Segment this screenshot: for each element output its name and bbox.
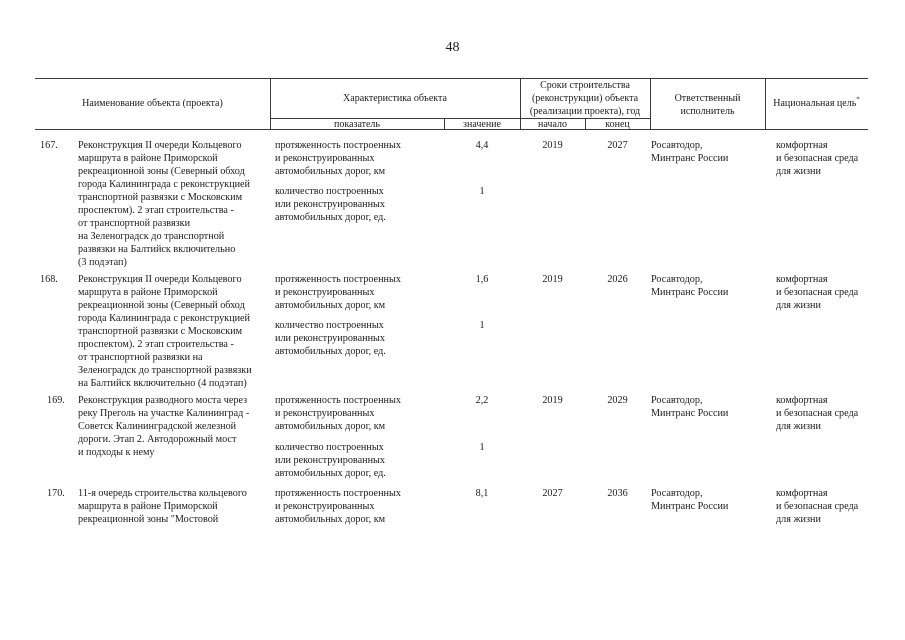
national-goal: комфортная и безопасная среда для жизни	[776, 140, 859, 177]
indicator-label: протяженность построенных и реконструированных автомобильных дорог, км	[275, 140, 401, 177]
object-name: Реконструкция разводного моста через реку Преголь на участке Калининград - Советск Калининградской железной дороги. Этап 2. Автодорожный мост и подходы к нему	[78, 395, 250, 458]
national-goal: комфортная и безопасная среда для жизни	[776, 395, 859, 432]
row-number: 169.	[47, 395, 65, 406]
row-number: 167.	[40, 140, 58, 151]
national-goal: комфортная и безопасная среда для жизни	[776, 274, 859, 311]
indicator-label: протяженность построенных и реконструированных автомобильных дорог, км	[275, 274, 401, 311]
indicator-label: протяженность построенных и реконструированных автомобильных дорог, км	[275, 395, 401, 432]
object-name: 11-я очередь строительства кольцевого маршрута в районе Приморской рекреационной зоны "Мостовой	[78, 488, 247, 525]
indicator-value: 4,4	[475, 140, 489, 151]
indicator-label: количество построенных или реконструированных автомобильных дорог, ед.	[275, 320, 386, 357]
object-name: Реконструкция II очереди Кольцевого маршрута в районе Приморской рекреационной зоны (Северный обход города Калининграда с реконструкцией транспортной развязки с Московским проспектом). 2 этап строительства - от транспортной развязки на Зеленоградск до транспортной развязки на Балтийск включительно (3 подэтап)	[78, 140, 251, 268]
header-top-rule	[35, 78, 868, 79]
header-value: значение	[463, 119, 501, 130]
page-number: 48	[445, 40, 460, 55]
header-construction-terms: Сроки строительства (реконструкции) объекта (реализации проекта), год	[529, 80, 641, 117]
header-national-goal	[765, 97, 868, 110]
start-year: 2027	[542, 488, 563, 499]
indicator-value: 8,1	[475, 488, 489, 499]
header-object-name: Наименование объекта (проекта)	[82, 98, 223, 109]
header-indicator: показатель	[334, 119, 380, 130]
indicator-label: количество построенных или реконструированных автомобильных дорог, ед.	[275, 442, 386, 479]
indicator-value: 1	[479, 320, 485, 331]
national-goal: комфортная и безопасная среда для жизни	[776, 488, 859, 525]
row-number: 170.	[47, 488, 65, 499]
header-national-goal-label: Национальная цель	[773, 98, 857, 109]
responsible-executor: Росавтодор, Минтранс России	[651, 274, 729, 298]
responsible-executor: Росавтодор, Минтранс России	[651, 395, 729, 419]
footnote-mark: *	[856, 95, 860, 104]
object-name: Реконструкция II очереди Кольцевого маршрута в районе Приморской рекреационной зоны (Северный обход города Калининграда с реконструкцией транспортной развязки с Московским проспектом). 2 этап строительства - от транспортной развязки на Зеленоградск до транспортной развязки на Балтийск включительно (4 подэтап)	[78, 274, 252, 389]
start-year: 2019	[542, 395, 563, 406]
indicator-value: 1	[479, 186, 485, 197]
end-year: 2027	[607, 140, 628, 151]
row-number: 168.	[40, 274, 58, 285]
responsible-executor: Росавтодор, Минтранс России	[651, 488, 729, 512]
indicator-label: количество построенных или реконструированных автомобильных дорог, ед.	[275, 186, 386, 223]
indicator-value: 1	[479, 442, 485, 453]
header-end: конец	[605, 119, 630, 130]
indicator-value: 1,6	[475, 274, 489, 285]
header-start: начало	[538, 119, 567, 130]
header-responsible: Ответственный исполнитель	[674, 93, 741, 117]
end-year: 2029	[607, 395, 628, 406]
indicator-label: протяженность построенных и реконструированных автомобильных дорог, км	[275, 488, 401, 525]
end-year: 2036	[607, 488, 628, 499]
indicator-value: 2,2	[475, 395, 489, 406]
header-characteristic: Характеристика объекта	[343, 93, 447, 104]
start-year: 2019	[542, 140, 563, 151]
start-year: 2019	[542, 274, 563, 285]
responsible-executor: Росавтодор, Минтранс России	[651, 140, 729, 164]
end-year: 2026	[607, 274, 628, 285]
